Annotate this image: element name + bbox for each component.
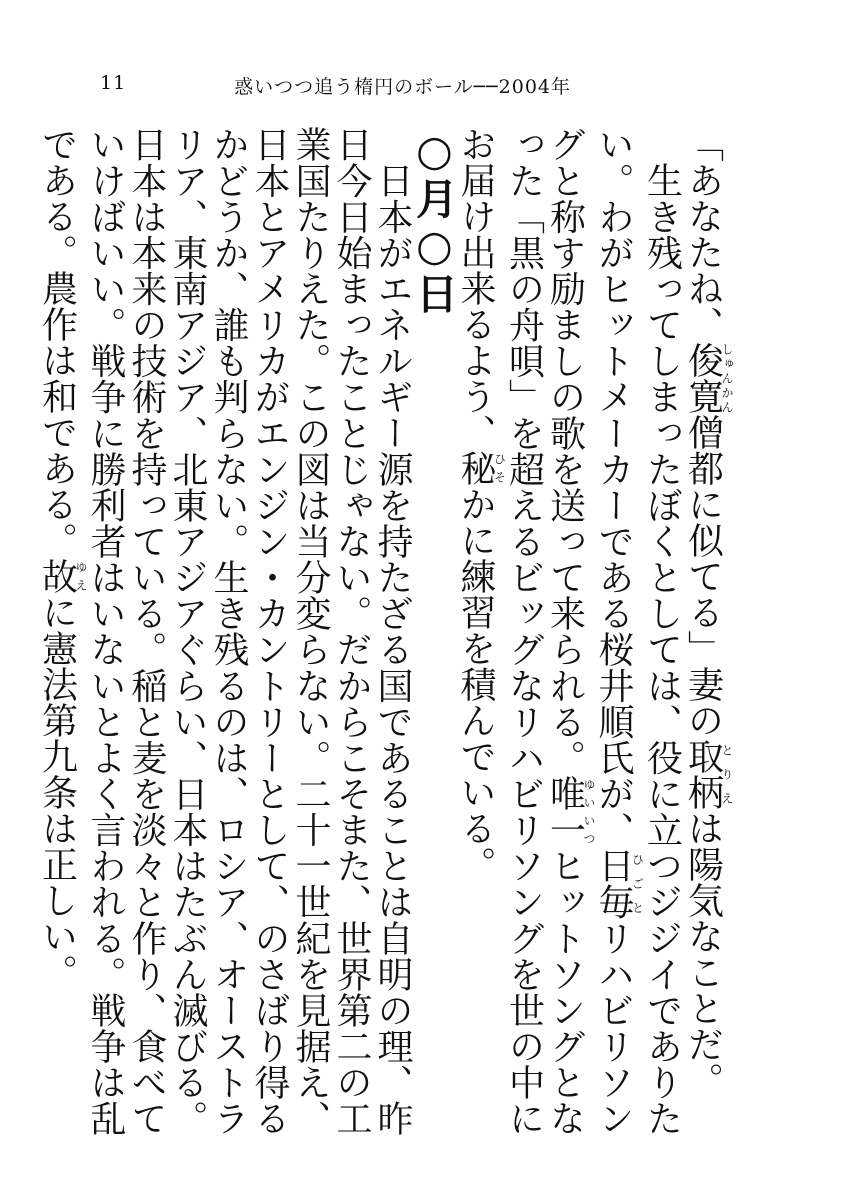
- paragraph-energy-japan: [37, 126, 414, 1136]
- ruby-yue: [36, 558, 88, 594]
- ruby-higoto: [593, 847, 645, 920]
- text-run: 「あなたね、: [682, 126, 724, 342]
- ruby-reading: しゅんかん: [720, 342, 734, 414]
- ruby-yuiitsu: [544, 775, 596, 848]
- ruby-reading: とりえ: [720, 738, 734, 810]
- ruby-reading: ゆえ: [74, 558, 88, 594]
- ruby-base: 故: [36, 558, 78, 594]
- text-run: 日本がエネルギー源を持たざる国であることは自明の理、昨日今日始まったことじゃない。だからこそまた、世界第二の工業国たりえた。この図は当分変らない。二十一世紀を見据え、日本とアメリカがエンジン・カントリーとして、のさばり得るかどうか、誰も判らない。生き残るのは、ロシア、オーストラリア、東南アジア、北東アジアぐらい、日本はたぶん滅びる。日本は本来の技術を持っている。稲と麦を淡々と作り、食べていけばいい。戦争に勝利者はいないとよく言われる。戦争は乱である。農作は和である。: [36, 126, 413, 1137]
- ruby-reading: ひごと: [630, 847, 645, 920]
- ruby-shunkan: [682, 342, 734, 414]
- ruby-hiso: [455, 450, 507, 486]
- section-heading: ○月○日: [410, 126, 459, 316]
- ruby-base: 俊寛: [682, 342, 724, 414]
- ruby-reading: ゆいいつ: [582, 775, 596, 848]
- paragraph-quote: [683, 126, 734, 1136]
- text-run: リハビリソングと称す励ましの歌を送って来られる。: [544, 126, 634, 1137]
- ruby-reading: ひそ: [492, 450, 507, 486]
- page-number: 11: [100, 72, 127, 94]
- text-run: に憲法第九条は正しい。: [36, 594, 78, 990]
- text-run: 生き残ってしまったぼくとしては、役に立つジジイでありたい。わがヒットメーカーである桜井順氏が、: [593, 126, 683, 1136]
- body-text: [36, 126, 734, 1137]
- ruby-base: 日毎: [593, 847, 634, 920]
- paragraph-rehabilitation-song: [455, 126, 683, 1136]
- text-run: は陽気なことだ。: [682, 810, 724, 1098]
- text-run: ヒットソングとなった「黒の舟唄」を超えるビッグなリハビリソングを世の中にお届け出来るよう、: [455, 126, 586, 1137]
- ruby-base: 唯一: [544, 775, 586, 848]
- ruby-torie: [682, 738, 734, 810]
- ruby-base: 秘: [455, 450, 496, 486]
- text-run: 僧都に似てる」妻の: [682, 414, 724, 738]
- running-header-title: 惑いつつ追う楕円のボール──2004年: [234, 76, 571, 98]
- text-run: かに練習を積んでいる。: [455, 486, 496, 882]
- ruby-base: 取柄: [682, 738, 724, 810]
